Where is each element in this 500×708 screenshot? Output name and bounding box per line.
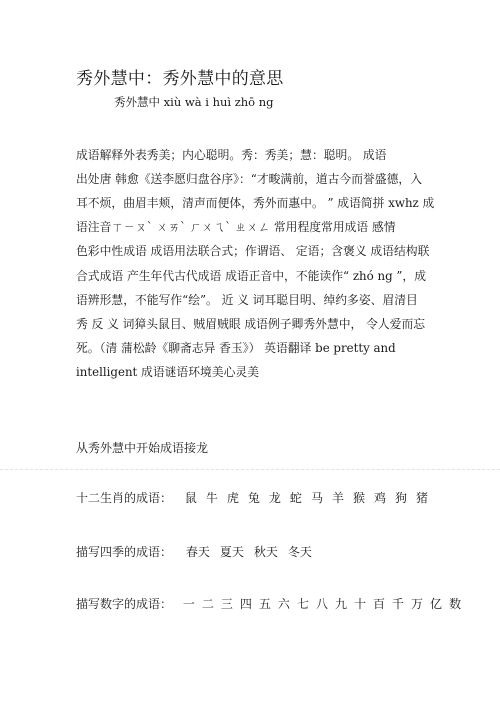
list-item: 冬天 [287,545,312,559]
section-divider [0,469,500,470]
list-item: 数 [449,597,462,611]
paragraph-line: 语注音ㄒㄧㄡˋ ㄨㄞˋ ㄏㄨㄟˋ ㄓㄨㄥ 常用程度常用成语 感情 [76,220,396,234]
list-item: 猪 [416,491,429,505]
list-item: 四 [239,597,252,611]
list-item: 三 [220,597,233,611]
zodiac-items [176,491,428,505]
list-item: 龙 [268,491,281,505]
seasons-items [176,545,312,559]
list-item: 六 [277,597,290,611]
list-item: 马 [310,491,323,505]
paragraph-line: 语辨形慧，不能写作“绘”。 近 义 词耳聪目明、绰约多姿、眉清目 [76,293,418,307]
pinyin-line: 秀外慧中 xiù wà i huì zhō ng [114,95,274,109]
list-item: 春天 [185,545,210,559]
paragraph-line: 出处唐 韩愈《送李愿归盘谷序》：“才畯满前，道古今而誉盛德，入 [76,172,422,186]
list-item: 牛 [205,491,218,505]
list-item: 鸡 [373,491,386,505]
page-title: 秀外慧中：秀外慧中的意思 [76,69,284,89]
list-item: 八 [315,597,328,611]
list-item: 七 [296,597,309,611]
zodiac-label: 十二生肖的成语： [76,491,173,505]
list-item: 亿 [430,597,443,611]
list-item: 蛇 [289,491,302,505]
list-item: 夏天 [219,545,244,559]
numbers-items [176,597,461,611]
list-item: 万 [411,597,424,611]
list-item: 秋天 [253,545,278,559]
list-item: 九 [334,597,347,611]
list-item: 十 [353,597,366,611]
paragraph-line: intelligent 成语谜语环境美心灵美 [76,365,260,379]
list-item: 百 [373,597,386,611]
list-item: 一 [182,597,195,611]
numbers-row [76,595,461,612]
seasons-row [76,543,312,560]
list-item: 狗 [395,491,408,505]
list-item: 五 [258,597,271,611]
paragraph-line: 色彩中性成语 成语用法联合式；作谓语、 定语；含褒义 成语结构联 [76,244,430,258]
zodiac-row [76,489,428,506]
paragraph-line: 合式成语 产生年代古代成语 成语正音中，不能读作“ zhó ng ”，成 [76,269,427,283]
paragraph-line: 死。（清 蒲松龄《聊斋志异 香玉》） 英语翻译 be pretty and [76,341,396,355]
paragraph-line: 耳不烦，曲眉丰颊，清声而便体，秀外而惠中。 ” 成语简拼 xwhz 成 [76,196,435,210]
numbers-label: 描写数字的成语： [76,597,173,611]
paragraph-line: 成语解释外表秀美；内心聪明。秀：秀美；慧：聪明。 成语 [76,148,387,162]
list-item: 羊 [331,491,344,505]
seasons-label: 描写四季的成语： [76,545,173,559]
list-item: 兔 [247,491,260,505]
chain-heading: 从秀外慧中开始成语接龙 [76,441,209,455]
list-item: 千 [392,597,405,611]
list-item: 虎 [226,491,239,505]
paragraph-line: 秀 反 义 词獐头鼠目、贼眉贼眼 成语例子卿秀外慧中， 令人爱而忘 [76,317,426,331]
list-item: 二 [201,597,214,611]
list-item: 鼠 [184,491,197,505]
list-item: 猴 [352,491,365,505]
